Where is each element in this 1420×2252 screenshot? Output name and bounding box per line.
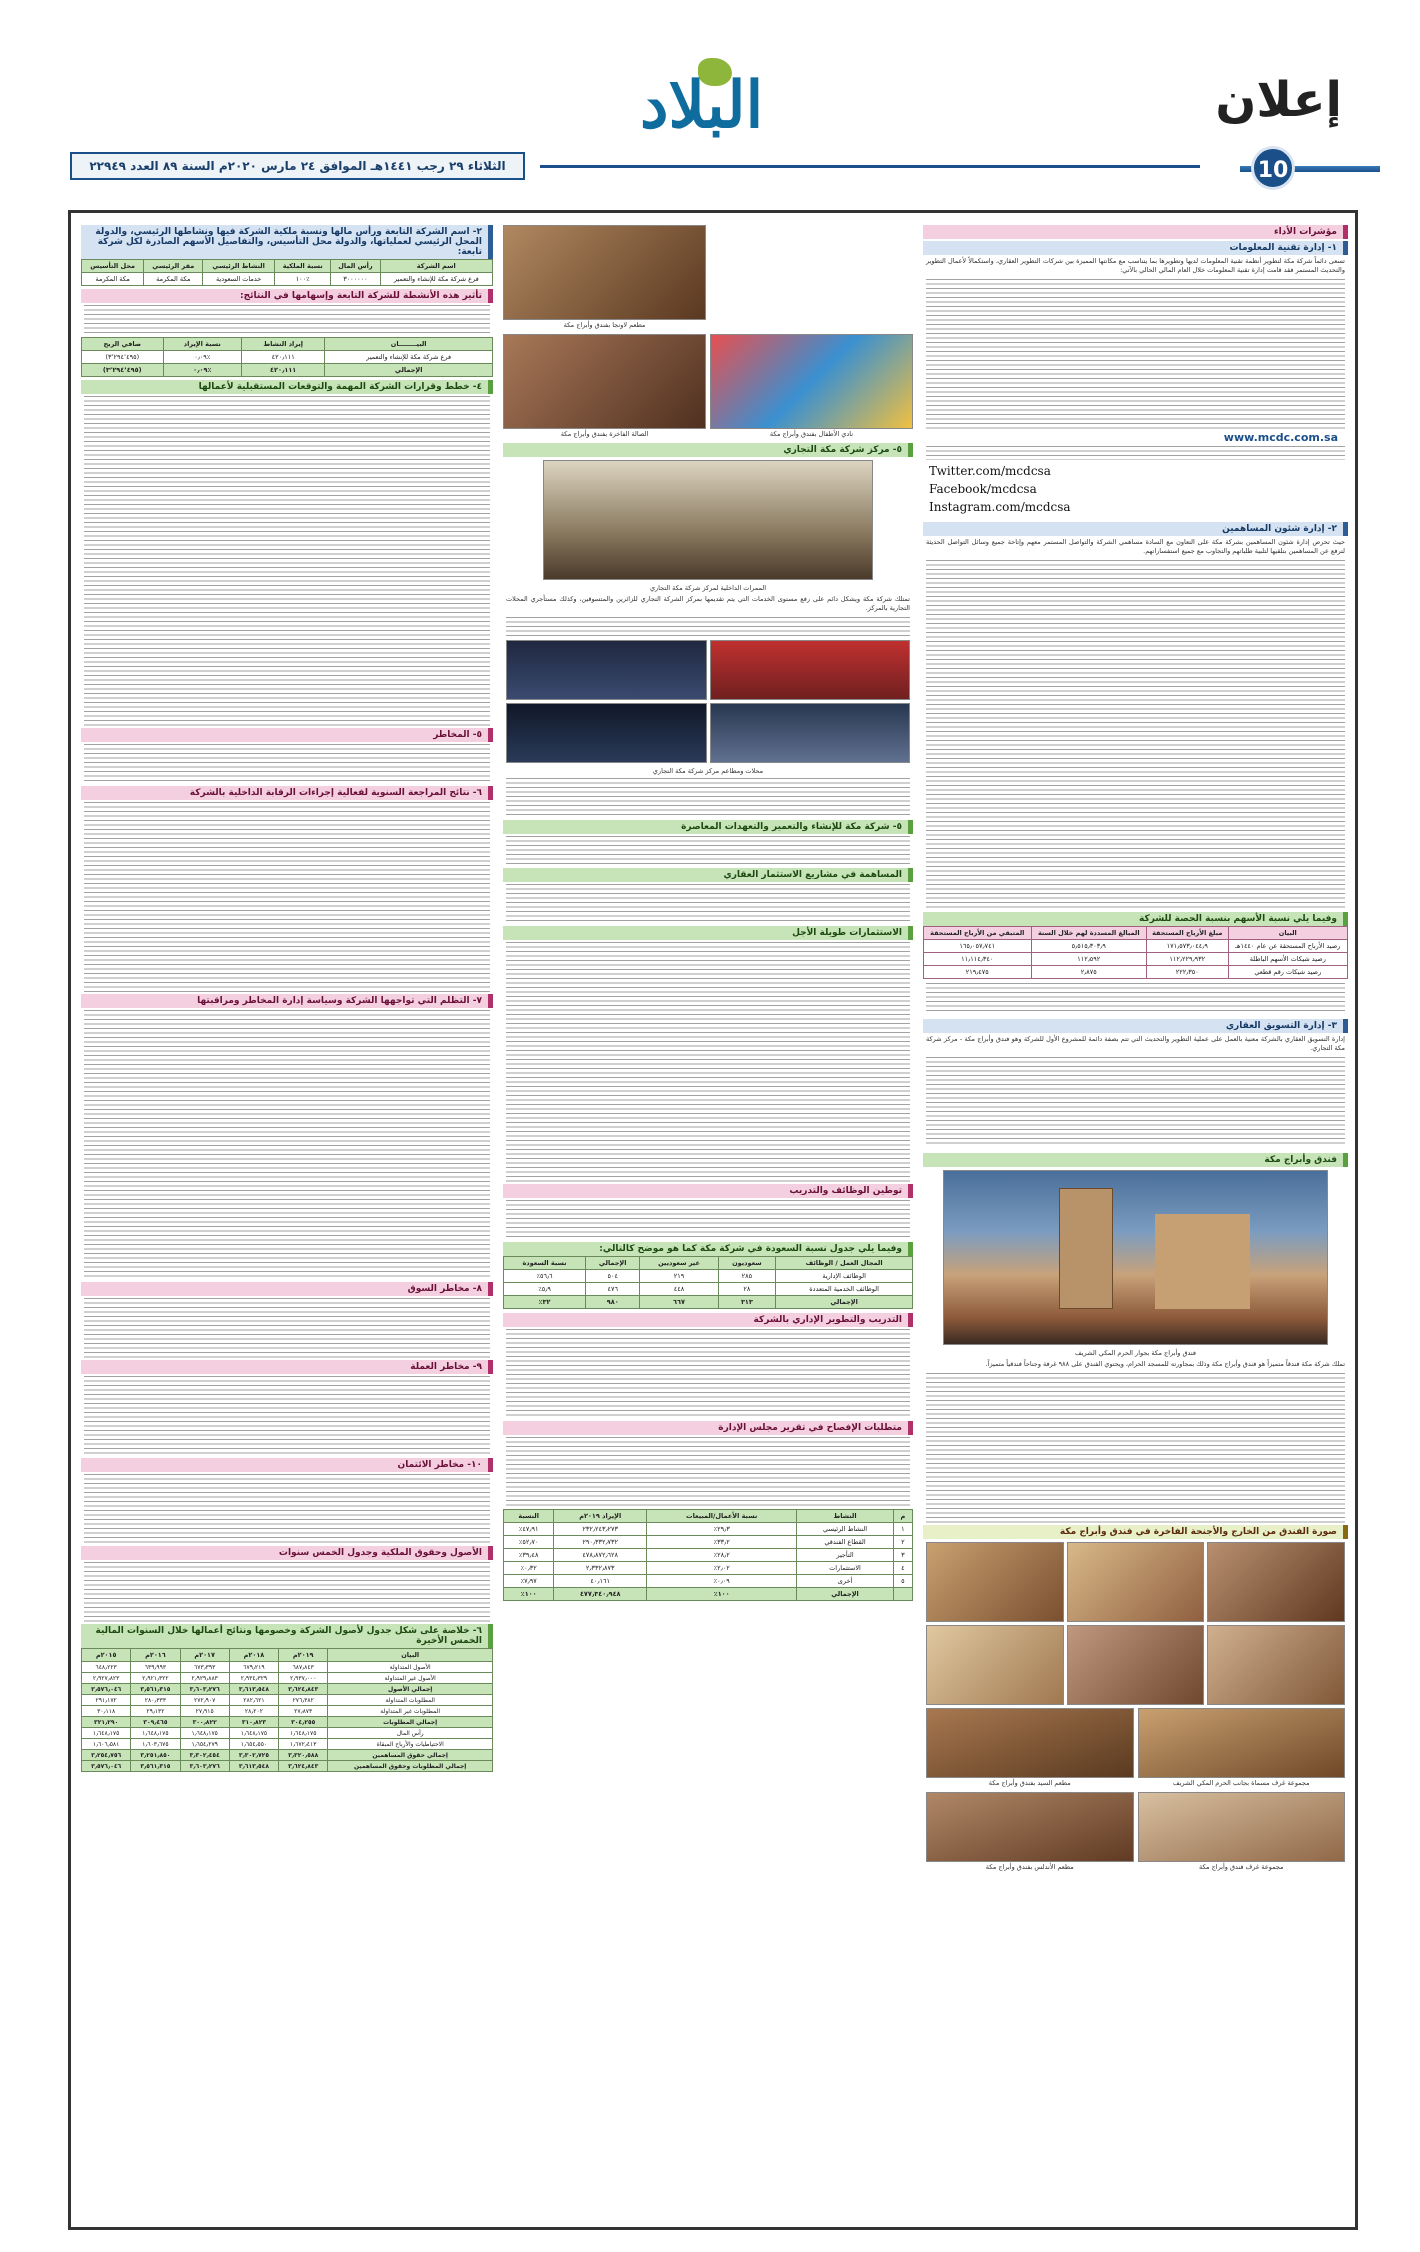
table-cell: رصيد الأرباح المستحقة عن عام ١٤٤٠هـ: [1228, 940, 1347, 953]
table-cell: ٢٨: [718, 1283, 776, 1296]
table-row: [504, 1562, 913, 1575]
text-block: [926, 983, 1345, 1013]
table-cell: مكة المكرمة: [144, 273, 203, 286]
table-cell: ٣٫٦٠٣٫٢٧٦: [180, 1761, 229, 1772]
table-row: [82, 1728, 493, 1739]
table-cell: ٪٠٫٠٩: [163, 351, 241, 364]
issue-date-line: الثلاثاء ٢٩ رجب ١٤٤١هـ الموافق ٢٤ مارس ٢٠٢٠م السنة ٨٩ العدد ٢٢٩٤٩: [70, 152, 525, 180]
section-subheading: ١- إدارة تقنية المعلومات: [923, 241, 1348, 255]
paragraph: تسعى دائماً شركة مكة لتطوير أنظمة تقنية المعلومات لديها وتطويرها بما يتناسب مع مكانتها المميزة بين شركات التطوير العقاري، واستكمالاً لأعمال التطوير والتحديث المستمر فقد قامت إدارة تقنية المعلومات خلال العام المالي الحالي بالآتي:: [926, 257, 1345, 274]
table-cell: ٣٫٢٥١٫٨٥٠: [131, 1750, 180, 1761]
text-block: [84, 1474, 490, 1544]
table-cell: الاحتياطيات والأرباح المبقاة: [328, 1739, 493, 1750]
table-cell: فرع شركة مكة للإنشاء والتعمير: [325, 351, 493, 364]
section-title: إعلان: [1215, 72, 1342, 128]
table-header: م: [893, 1510, 912, 1523]
table-cell: إجمالي حقوق المساهمين: [328, 1750, 493, 1761]
table-row: [82, 1761, 493, 1772]
text-block: [84, 1376, 490, 1456]
text-block: [506, 884, 910, 924]
table-cell: ١٫٦٤٨٫١٧٥: [180, 1728, 229, 1739]
instagram-link[interactable]: Instagram.com/mcdcsa: [929, 500, 1071, 514]
photo-caption: مطعم لاونجا بفندق وأبراج مكة: [563, 321, 646, 329]
table-cell: ٣٢٪: [504, 1296, 586, 1309]
table-cell: ٢٫٣٣٢٫٨٧٣: [554, 1562, 647, 1575]
table-cell: خدمات السعودية: [203, 273, 275, 286]
section-heading: ٧- التظلم التي تواجهها الشركة وسياسة إدارة المخاطر ومراقبتها: [81, 994, 493, 1008]
right-column: [923, 225, 1348, 2217]
table-cell: ٢٨٢٫٦٢١: [229, 1695, 278, 1706]
table-cell: إجمالي الأصول: [328, 1684, 493, 1695]
table-cell: الإجمالي: [776, 1296, 913, 1309]
table-header: مقر الرئيسي: [144, 260, 203, 273]
table-title: وفيما يلي جدول نسبة السعودة في شركة مكة كما هو موضح كالتالي:: [503, 1242, 913, 1256]
table-row: [82, 1695, 493, 1706]
table-cell: ٥٠٤: [586, 1270, 640, 1283]
page-number: 10: [1251, 146, 1295, 190]
room-photo: [1138, 1792, 1346, 1862]
table-header: محل التأسيس: [82, 260, 144, 273]
table-cell: إجمالي المطلوبات: [328, 1717, 493, 1728]
table-cell: ٣٠٠٠٠٠٠: [331, 273, 380, 286]
table-cell: ٦٨٧٫٨٤٣: [279, 1662, 328, 1673]
left-column: [81, 225, 493, 2217]
table-total-row: [504, 1588, 913, 1601]
table-cell: (٣٬٢٩٤٬٤٩٥): [82, 364, 164, 377]
table-cell: ١١٫١١٤٫٣٤٠: [924, 953, 1032, 966]
hotel-photo-grid: [926, 1542, 1345, 1705]
table-cell: ٢٩٫١٣٢: [131, 1706, 180, 1717]
table-cell: ٥٫٥١٥٫٣٠٣٫٩: [1031, 940, 1146, 953]
table-header: نسبة السعودة: [504, 1257, 586, 1270]
table-cell: ٣٫٣٠٢٫٧٢٥: [229, 1750, 278, 1761]
table-cell: الوظائف الإدارية: [776, 1270, 913, 1283]
table-cell: مكة المكرمة: [82, 273, 144, 286]
table-cell: ٥٢٫٧٠٪: [504, 1536, 554, 1549]
table-cell: رصيد شيكات رقم قطعي: [1228, 966, 1347, 979]
table-cell: أخرى: [797, 1575, 894, 1588]
table-cell: ٢٫٩٢١٫٣٢٢: [131, 1673, 180, 1684]
restaurant-photo: [926, 1708, 1134, 1778]
room-photo: [1138, 1708, 1346, 1778]
table-cell: ٢٨٫٢٪: [647, 1549, 797, 1562]
table-cell: ٢٫٩٢٧٫٨٢٣: [82, 1673, 131, 1684]
section-heading: ٨- مخاطر السوق: [81, 1282, 493, 1296]
table-row: [504, 1523, 913, 1536]
table-header: المجال العمل / الوظائف: [776, 1257, 913, 1270]
photo-caption: مجموعة غرف فندق وأبراج مكة: [1198, 1863, 1284, 1871]
table-cell: ٣٫٦٢٤٫٨٤٣: [279, 1684, 328, 1695]
section-heading: فندق وأبراج مكة: [923, 1153, 1348, 1167]
table-cell: ١٫٦٤٨٫١٧٥: [229, 1728, 278, 1739]
section-heading: ٣- إدارة التسويق العقاري: [923, 1019, 1348, 1033]
middle-column: [503, 225, 913, 2217]
table-cell: ٤: [893, 1562, 912, 1575]
table-row: [82, 1684, 493, 1695]
activities-table: [503, 1509, 913, 1601]
text-block: [84, 305, 490, 335]
table-cell: الإجمالي: [325, 364, 493, 377]
shop-photo: [710, 640, 911, 700]
table-row: [504, 1536, 913, 1549]
subsidiary-results-table: [81, 337, 493, 377]
text-block: [84, 1010, 490, 1280]
text-block: [506, 942, 910, 1182]
table-cell: ٣٢١٫٢٩٠: [82, 1717, 131, 1728]
text-block: [506, 617, 910, 637]
text-block: [926, 560, 1345, 910]
table-cell: [893, 1588, 912, 1601]
table-header: نسبة الأعمال/المبيعات: [647, 1510, 797, 1523]
table-cell: ٣٠٩٫٤٦٥: [131, 1717, 180, 1728]
table-cell: ٣٫٣٠٢٫٤٥٤: [180, 1750, 229, 1761]
table-cell: ٣٩٫٤٨٪: [504, 1549, 554, 1562]
table-title: ٦- خلاصة على شكل جدول لأصول الشركة وخصومها ونتائج أعمالها خلال السنوات المالية الخمس الأخيرة: [81, 1624, 493, 1648]
table-title: وفيما يلي نسبة الأسهم بنسبة الحصة للشركة: [923, 912, 1348, 926]
table-row: [82, 351, 493, 364]
room-photo: [1207, 1625, 1345, 1705]
table-cell: ٢٫٠٢٪: [647, 1562, 797, 1575]
section-heading: الاستثمارات طويلة الأجل: [503, 926, 913, 940]
table-cell: ٢٢٢٫٣٥٠: [1146, 966, 1228, 979]
section-heading: ١٠- مخاطر الائتمان: [81, 1458, 493, 1472]
table-cell: ٦٦٧: [640, 1296, 718, 1309]
section-heading: ٥- شركة مكة للإنشاء والتعمير والتعهدات المعاصرة: [503, 820, 913, 834]
table-cell: ٣٫٥٦١٫٣١٥: [131, 1761, 180, 1772]
section-heading: ٢- إدارة شئون المساهمين: [923, 522, 1348, 536]
table-cell: ٤٧٫٩١٪: [504, 1523, 554, 1536]
shop-photo: [710, 703, 911, 763]
text-block: [506, 836, 910, 866]
table-cell: المطلوبات المتداولة: [328, 1695, 493, 1706]
kids-club-photo: [710, 334, 913, 429]
photo-caption: محلات ومطاعم مركز شركة مكة التجاري: [652, 767, 764, 775]
table-cell: ١١٢٫٥٩٢: [1031, 953, 1146, 966]
table-cell: الأصول غير المتداولة: [328, 1673, 493, 1684]
table-cell: ١٦٥٫٠٥٧٫٧٤١: [924, 940, 1032, 953]
table-header: المبالغ المسددة لهم خلال السنة: [1031, 927, 1146, 940]
table-cell: ٣٠٠٫٨٢٢: [180, 1717, 229, 1728]
table-cell: ١٫٦٤٨٫١٧٥: [131, 1728, 180, 1739]
text-block: [926, 1373, 1345, 1523]
table-cell: ١: [893, 1523, 912, 1536]
table-row: [82, 1717, 493, 1728]
table-cell: ٥: [893, 1575, 912, 1588]
photo-caption: مطعم الأندلس بفندق وأبراج مكة: [985, 1863, 1074, 1871]
table-header: غير سعوديين: [640, 1257, 718, 1270]
text-block: [84, 1298, 490, 1358]
paragraph: تمتلك شركة مكة ويشكل دائم على رفع مستوى الخدمات التي يتم تقديمها بمركز الشركة التجاري للزائرين والمتسوقين، وكذلك مستأجري المحلات التجارية بالمركز.: [506, 595, 910, 612]
table-cell: ١٫٦٠٣٫٦٧٥: [131, 1739, 180, 1750]
shop-photo: [506, 703, 707, 763]
table-header: البيــــــــان: [325, 338, 493, 351]
restaurant-photo-grid: [926, 1708, 1345, 1872]
paragraph: حيث تحرص إدارة شئون المساهمين بشركة مكة على التعاون مع السادة مساهمي الشركة والتواصل المستمر معهم وإتاحة جميع وسائل التواصل الحديثة لترفع عن المساهمين بتلقيها لتلبية طلباتهم والتجاوب مع جميع استفساراتهم.: [926, 538, 1345, 555]
table-cell: ٢٩١٫١٧٢: [82, 1695, 131, 1706]
room-photo: [1207, 1542, 1345, 1622]
table-header: ٢٠١٩م: [279, 1649, 328, 1662]
table-cell: ٢٩٫٣٪: [647, 1523, 797, 1536]
table-row: [82, 1662, 493, 1673]
table-header: إيراد النشاط: [241, 338, 324, 351]
section-heading: المساهمة في مشاريع الاستثمار العقاري: [503, 868, 913, 882]
saudization-table: [503, 1256, 913, 1309]
table-header: نسبة الإيراد: [163, 338, 241, 351]
table-cell: ٢٧٦٫٣٨٢: [279, 1695, 328, 1706]
room-photo: [1067, 1542, 1205, 1622]
table-cell: ٣٠٤٫٢٥٥: [279, 1717, 328, 1728]
table-header: المتبقي من الأرباح المستحقة: [924, 927, 1032, 940]
paragraph: إدارة التسويق العقاري بالشركة معنية بالعمل على عملية التطوير والتحديث التي تتم بصفة دائمة للمشروع الأول للشركة وهو فندق وأبراج مكة - مركز شركة مكة التجاري.: [926, 1035, 1345, 1052]
table-cell: القطاع الفندقي: [797, 1536, 894, 1549]
table-cell: ٣٫٥٧٦٫٠٤٦: [82, 1761, 131, 1772]
section-heading: ٥- المخاطر: [81, 728, 493, 742]
table-cell: ٢: [893, 1536, 912, 1549]
table-row: [82, 1706, 493, 1717]
table-cell: ٤٧٨٫٨٧٢٫٦٢٨: [554, 1549, 647, 1562]
text-block: [84, 1562, 490, 1622]
table-header: اسم الشركة: [380, 260, 492, 273]
table-cell: ١٫٦٤٨٫١٧٥: [279, 1728, 328, 1739]
table-cell: ٢٣٢٫٢٤٣٫٢٧٣: [554, 1523, 647, 1536]
table-cell: ٢١٩٫٤٧٥: [924, 966, 1032, 979]
table-cell: ١٫٦٥٤٫٥٥٠: [229, 1739, 278, 1750]
table-cell: ١١٢٫٢٢٩٫٩٣٢: [1146, 953, 1228, 966]
table-header: سعوديون: [718, 1257, 776, 1270]
table-header: ٢٠١٦م: [131, 1649, 180, 1662]
shop-photo: [506, 640, 707, 700]
photo-caption: الممرات الداخلية لمركز شركة مكة التجاري: [649, 584, 767, 592]
restaurant-photo: [503, 225, 706, 320]
banner-heading: صورة الفندق من الخارج والأجنحة الفاخرة في فندق وأبراج مكة: [923, 1525, 1348, 1539]
shops-photo-grid: [506, 640, 910, 763]
table-cell: ٩٨٠: [586, 1296, 640, 1309]
table-cell: ١٧١٫٥٧٣٫٠٤٤٫٩: [1146, 940, 1228, 953]
text-block: [506, 778, 910, 818]
newspaper-logo[interactable]: [640, 58, 790, 158]
restaurant-photo: [926, 1792, 1134, 1862]
announcement-frame: [68, 210, 1358, 2230]
table-cell: ٤٧٦: [586, 1283, 640, 1296]
table-header: مبلغ الأرباح المستحقة: [1146, 927, 1228, 940]
photo-caption: مجموعة غرف مسماة بجانب الحرم المكي الشريف: [1172, 1779, 1310, 1787]
table-cell: ٥٦٫٦٪: [504, 1270, 586, 1283]
table-cell: ٠٫٠٩٪: [647, 1575, 797, 1588]
section-heading: الأصول وحقوق الملكية وجدول الخمس سنوات: [81, 1546, 493, 1560]
table-cell: ٣٫٥٦١٫٣١٥: [131, 1684, 180, 1695]
table-header: الإجمالي: [586, 1257, 640, 1270]
table-header: نسبة الملكية: [275, 260, 331, 273]
table-cell: (٣٬٢٩٤٬٤٩٥): [82, 351, 164, 364]
photo-caption: فندق وأبراج مكة بجوار الحرم المكي الشريف: [1075, 1349, 1196, 1357]
table-cell: الأصول المتداولة: [328, 1662, 493, 1673]
section-heading: ٩- مخاطر العملة: [81, 1360, 493, 1374]
room-photo: [1067, 1625, 1205, 1705]
table-cell: النشاط الرئيسي: [797, 1523, 894, 1536]
table-header: البيان: [328, 1649, 493, 1662]
table-header: ٢٠١٧م: [180, 1649, 229, 1662]
photo-caption: نادي الأطفال بفندق وأبراج مكة: [769, 430, 854, 438]
table-row: [82, 1750, 493, 1761]
table-header: الإيراد ٢٠١٩م: [554, 1510, 647, 1523]
building-shape: [1155, 1214, 1251, 1309]
table-row: [504, 1575, 913, 1588]
header-rule: [540, 165, 1200, 168]
hotel-photo: [943, 1170, 1328, 1345]
table-row: [82, 1739, 493, 1750]
table-cell: ١٫٦٠٦٫٥٨١: [82, 1739, 131, 1750]
dividends-table: [923, 926, 1348, 979]
table-row: [924, 966, 1348, 979]
table-header: رأس المال: [331, 260, 380, 273]
photo-grid: [503, 225, 913, 439]
section-heading: التدريب والتطوير الإداري بالشركة: [503, 1313, 913, 1327]
text-block: [84, 802, 490, 992]
table-cell: ٢٫٩٢٩٫٨٨٣: [180, 1673, 229, 1684]
table-cell: ٢٫٩٣٧٫٠٠٠: [279, 1673, 328, 1684]
table-header: صافي الربح: [82, 338, 164, 351]
table-cell: ٣٫٦١٣٫٥٤٨: [229, 1684, 278, 1695]
table-header: النسبة: [504, 1510, 554, 1523]
text-block: [926, 446, 1345, 460]
table-total-row: [504, 1296, 913, 1309]
text-block: [506, 1200, 910, 1240]
paragraph: تملك شركة مكة فندقاً متميزاً هو فندق وأبراج مكة وذلك بمجاورته للمسجد الحرام، ويحتوي الفندق على ٩٨٨ غرفة وجناحاً فندقياً متميزاً.: [985, 1360, 1345, 1368]
table-cell: رصيد شيكات الأسهم الباطلة: [1228, 953, 1347, 966]
table-cell: ٦٧٣٫٣٩٣: [180, 1662, 229, 1673]
table-cell: ٢٨٥: [718, 1270, 776, 1283]
section-heading: ٥- مركز شركة مكة التجاري: [503, 443, 913, 457]
table-cell: ٪٠٫٠٩: [163, 364, 241, 377]
text-block: [506, 1329, 910, 1419]
section-heading: ٦- نتائج المراجعة السنوية لفعالية إجراءات الرقابة الداخلية بالشركة: [81, 786, 493, 800]
table-header: النشاط: [797, 1510, 894, 1523]
table-cell: المطلوبات غير المتداولة: [328, 1706, 493, 1717]
table-cell: ٣٫٦٠٣٫٢٧٦: [180, 1684, 229, 1695]
table-cell: ١٫٦٤٨٫١٧٥: [82, 1728, 131, 1739]
table-cell: ١٫٦٧٢٫٤١٣: [279, 1739, 328, 1750]
table-cell: ٤٧٧٫٣٤٠٫٩٤٨: [554, 1588, 647, 1601]
table-cell: ٣٫٢٥٤٫٧٥٦: [82, 1750, 131, 1761]
table-cell: ٢٨٠٫٣٣٣: [131, 1695, 180, 1706]
table-cell: ١٠٠٪: [647, 1588, 797, 1601]
table-cell: ٤٢٠٫١١١: [241, 351, 324, 364]
table-row: [924, 940, 1348, 953]
section-heading: ٤- خطط وقرارات الشركة المهمة والتوقعات المستقبلية لأعمالها: [81, 380, 493, 394]
table-cell: ٥٫٩٪: [504, 1283, 586, 1296]
table-cell: ٦٧٩٫٢١٩: [229, 1662, 278, 1673]
table-row: [82, 1673, 493, 1684]
section-heading: تأثير هذه الأنشطة للشركة التابعة وإسهامها في النتائج:: [81, 289, 493, 303]
table-cell: ٣٣٫٢٪: [647, 1536, 797, 1549]
subsidiary-table: [81, 259, 493, 286]
text-block: [926, 279, 1345, 429]
table-cell: ٢٧٫٨٧٣: [279, 1706, 328, 1717]
text-block: [84, 744, 490, 784]
table-total-row: [82, 364, 493, 377]
table-cell: ٢٫٩٣٤٫٣٢٩: [229, 1673, 278, 1684]
lounge-photo: [503, 334, 706, 429]
table-cell: ٣٫٣٢٠٫٥٨٨: [279, 1750, 328, 1761]
table-cell: الوظائف الخدمية المتعددة: [776, 1283, 913, 1296]
table-cell: التأجير: [797, 1549, 894, 1562]
page-header: [0, 0, 1420, 195]
table-cell: ١٠٠٪: [504, 1588, 554, 1601]
table-row: [82, 273, 493, 286]
table-cell: ٢٧٫٩١٥: [180, 1706, 229, 1717]
table-cell: ٤٠٫١٦١: [554, 1575, 647, 1588]
table-cell: رأس المال: [328, 1728, 493, 1739]
table-header: ٢٠١٥م: [82, 1649, 131, 1662]
table-cell: ٧٫٩٧٪: [504, 1575, 554, 1588]
table-cell: إجمالي المطلوبات وحقوق المساهمين: [328, 1761, 493, 1772]
room-photo: [926, 1625, 1064, 1705]
logo-text: البلاد: [640, 68, 764, 143]
five-year-table: [81, 1648, 493, 1772]
text-block: [506, 1437, 910, 1507]
table-cell: ٢٨٫٢٠٢: [229, 1706, 278, 1717]
table-cell: ٢٫٨٧٥: [1031, 966, 1146, 979]
table-header: البيان: [1228, 927, 1347, 940]
table-row: [924, 953, 1348, 966]
table-cell: ٠٫٣٢٪: [504, 1562, 554, 1575]
text-block: [926, 1057, 1345, 1147]
photo-caption: مطعم السيد بفندق وأبراج مكة: [988, 1779, 1071, 1787]
photo-caption: الصالة الفاخرة بفندق وأبراج مكة: [560, 430, 649, 438]
table-cell: ٣٫٥٧٦٫٠٤٦: [82, 1684, 131, 1695]
table-cell: ٤٢٠٫١١١: [241, 364, 324, 377]
table-header: النشاط الرئيسي: [203, 260, 275, 273]
table-cell: ٢٩٠٫٣٣٢٫٧٣٢: [554, 1536, 647, 1549]
table-cell: ٣١٠٫٨٢٣: [229, 1717, 278, 1728]
table-cell: ٣: [893, 1549, 912, 1562]
table-cell: ٣١٣: [718, 1296, 776, 1309]
table-cell: ٣٫٦٢٤٫٨٤٣: [279, 1761, 328, 1772]
table-cell: ٣٫٦١٣٫٥٤٨: [229, 1761, 278, 1772]
table-cell: الإجمالي: [797, 1588, 894, 1601]
table-row: [504, 1549, 913, 1562]
facebook-link[interactable]: Facebook/mcdcsa: [929, 482, 1037, 496]
table-cell: ٤٤٨: [640, 1283, 718, 1296]
table-cell: ٢٧٢٫٩٠٧: [180, 1695, 229, 1706]
section-heading: توطين الوظائف والتدريب: [503, 1184, 913, 1198]
section-heading: ٢- اسم الشركة التابعة ورأس مالها ونسبة ملكية الشركة فيها ونشاطها الرئيسي، والدولة المحل الرئيسي لعملياتها، والدولة محل التأسيس، والتفاصيل الأسهم الصادرة لكل شركة تابعة:: [81, 225, 493, 259]
table-cell: ٪١٠٠: [275, 273, 331, 286]
table-header: ٢٠١٨م: [229, 1649, 278, 1662]
table-cell: ٣٠٫١١٨: [82, 1706, 131, 1717]
table-cell: الاستثمارات: [797, 1562, 894, 1575]
table-cell: ٢١٩: [640, 1270, 718, 1283]
twitter-link[interactable]: Twitter.com/mcdcsa: [929, 464, 1051, 478]
section-heading: متطلبات الإفصاح في تقرير مجلس الإدارة: [503, 1421, 913, 1435]
website-link[interactable]: www.mcdc.com.sa: [1223, 431, 1338, 444]
table-cell: ٦٤٨٫٢٢٣: [82, 1662, 131, 1673]
table-cell: ١٫٦٥٤٫٢٧٩: [180, 1739, 229, 1750]
mall-interior-photo: [543, 460, 873, 580]
table-row: [504, 1283, 913, 1296]
room-photo: [926, 1542, 1064, 1622]
table-row: [504, 1270, 913, 1283]
tower-shape: [1059, 1188, 1113, 1309]
text-block: [84, 396, 490, 726]
table-cell: ٦٣٩٫٩٩٣: [131, 1662, 180, 1673]
table-cell: فرع شركة مكة للإنشاء والتعمير: [380, 273, 492, 286]
section-heading: مؤشرات الأداء: [923, 225, 1348, 239]
